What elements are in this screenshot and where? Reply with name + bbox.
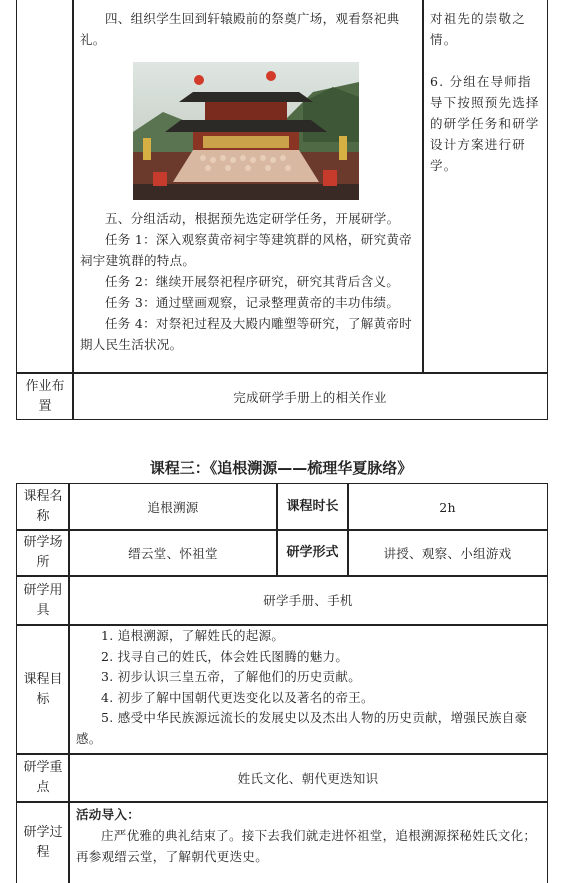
right-column <box>430 8 542 176</box>
task-1-text: 任务 1：深入观察黄帝祠宇等建筑群的风格，研究黄帝祠宇建筑群的特点。 <box>80 232 412 268</box>
course-name-label: 课程名称 <box>23 489 63 524</box>
right-col-text-2: 6. 分组在导师指导下按照预先选择的研学任务和研学设计方案进行研学。 <box>430 74 540 173</box>
course-duration-label: 课程时长 <box>286 499 339 514</box>
study-form-label: 研学形式 <box>286 545 339 560</box>
goal-item: 2. 找寻自己的姓氏，体会姓氏图腾的魅力。 <box>101 648 349 664</box>
activity-tasks <box>80 208 416 355</box>
goal-item: 4. 初步了解中国朝代更迭变化以及著名的帝王。 <box>101 689 374 705</box>
row-divider-5 <box>16 801 548 803</box>
goal-item: 1. 追根溯源，了解姓氏的起源。 <box>101 628 285 643</box>
right-col-text-1: 对祖先的崇敬之情。 <box>430 11 526 47</box>
activity-content <box>80 8 416 50</box>
study-process-label: 研学过程 <box>23 825 63 860</box>
goal-item: 3. 初步认识三皇五帝，了解他们的历史贡献。 <box>101 669 362 684</box>
study-tools-label: 研学用具 <box>23 582 63 618</box>
ceremony-photo <box>133 62 359 200</box>
course-title: 课程三：《追根溯源——梳理华夏脉络》 <box>149 458 413 477</box>
top-table-divider-left <box>72 0 74 420</box>
ceremony-photo-image <box>133 62 359 200</box>
homework-text: 完成研学手册上的相关作业 <box>233 389 387 405</box>
task-3-text: 任务 3：通过壁画观察，记录整理黄帝的丰功伟绩。 <box>105 295 400 310</box>
top-table-divider-right <box>422 0 424 372</box>
step-4-text: 四、组织学生回到轩辕殿前的祭奠广场，观看祭祀典礼。 <box>80 11 400 47</box>
study-place-value: 缙云堂、怀祖堂 <box>128 545 218 561</box>
process-text: 庄严优雅的典礼结束了。接下去我们就走进怀祖堂，追根溯源探秘姓氏文化；再参观缙云堂，了解朝代更迭史。 <box>76 828 537 864</box>
homework-label: 作业布置 <box>25 379 65 414</box>
study-form-value: 讲授、观察、小组游戏 <box>383 545 512 561</box>
study-tools-value: 研学手册、手机 <box>263 593 353 608</box>
course-name-value: 追根溯源 <box>147 499 199 515</box>
study-process-content <box>76 804 542 867</box>
process-heading: 活动导入： <box>76 807 141 822</box>
task-2-text: 任务 2：继续开展祭祀程序研究，研究其背后含义。 <box>105 274 400 289</box>
study-focus-label: 研学重点 <box>23 760 63 795</box>
study-focus-value: 姓氏文化、朝代更迭知识 <box>237 770 379 786</box>
course-duration-value: 2h <box>439 499 456 515</box>
step-5-text: 五、分组活动，根据预先选定研学任务，开展研学。 <box>105 211 400 226</box>
task-4-text: 任务 4：对祭祀过程及大殿内雕塑等研究，了解黄帝时期人民生活状况。 <box>80 316 412 352</box>
goal-item: 5. 感受中华民族源远流长的发展史以及杰出人物的历史贡献，增强民族自豪感。 <box>76 710 528 746</box>
study-place-label: 研学场所 <box>23 535 63 570</box>
course-goals-list <box>76 626 542 749</box>
course-goals-label: 课程目标 <box>23 671 63 707</box>
